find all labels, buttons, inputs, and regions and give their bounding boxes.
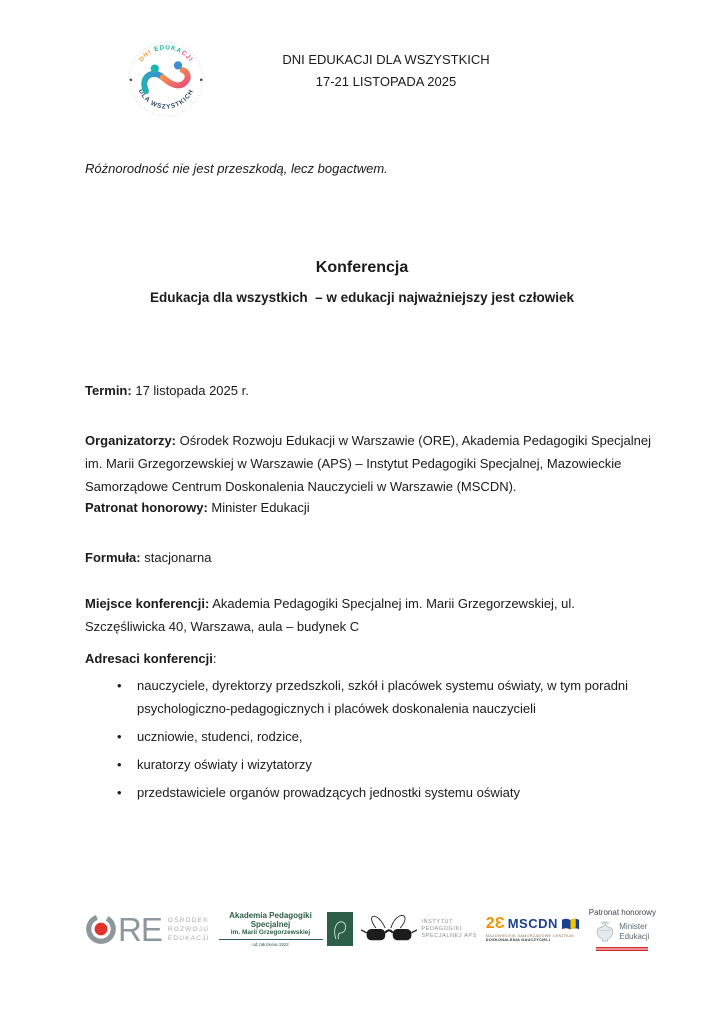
mscdn-caption-line2: DOSKONALENIA NAUCZYCIELI xyxy=(485,938,551,942)
seal-left-dot xyxy=(130,79,133,82)
header-line2: 17-21 LISTOPADA 2025 xyxy=(315,74,457,89)
list-item xyxy=(115,753,645,776)
field-organizatorzy xyxy=(85,429,657,498)
seal-arc-top-text: DNIEDUKACJI xyxy=(137,44,195,64)
field-label: Patronat honorowy: xyxy=(85,500,208,515)
bullet-icon: • xyxy=(117,785,122,800)
footer-logos xyxy=(84,893,656,965)
list-item-text: przedstawiciele organów prowadzących jednostki systemu oświaty xyxy=(137,785,520,800)
list-item-text: uczniowie, studenci, rodzice, xyxy=(137,729,303,744)
ore-letters: RE xyxy=(118,910,162,948)
conference-subtitle: Edukacja dla wszystkich – w edukacji najważniejszy jest człowiek xyxy=(150,290,574,305)
ore-wordmark xyxy=(84,912,162,946)
header-line1: DNI EDUKACJI DLA WSZYSTKICH xyxy=(282,52,490,67)
audience-list xyxy=(115,674,645,809)
ore-logo xyxy=(84,912,210,946)
mscdn-anniversary: 2Ɛ xyxy=(485,915,505,932)
motto-text: Różnorodność nie jest przeszkodą, lecz bogactwem. xyxy=(85,161,388,176)
patronat-name: Minister Edukacji xyxy=(619,922,650,941)
field-value: 17 listopada 2025 r. xyxy=(135,383,249,398)
field-formula xyxy=(85,546,657,569)
ips-caption: INSTYTUT PEDAGOGIKI SPECJALNEJ APS xyxy=(421,918,477,939)
field-patronat xyxy=(85,496,657,519)
seal-head-right xyxy=(174,61,182,69)
field-value: Minister Edukacji xyxy=(211,500,310,515)
bullet-icon: • xyxy=(117,729,122,744)
mscdn-logo xyxy=(486,916,580,942)
bullet-icon: • xyxy=(117,757,122,772)
seal-arc-bottom-text: DLA WSZYSTKICH xyxy=(136,88,196,111)
list-item-text: nauczyciele, dyrektorzy przedszkoli, szkół i placówek systemu oświaty, w tym poradni psychologiczno-pedagogicznych i placówek doskonalenia nauczycieli xyxy=(137,678,629,716)
field-label: Organizatorzy: xyxy=(85,433,177,448)
conference-title: Konferencja xyxy=(315,259,409,276)
audience-label: Adresaci konferencji xyxy=(85,651,213,666)
list-item xyxy=(115,674,645,720)
aps-caption: Akademia Pedagogiki Specjalnej im. Marii Grzegorzewskiej od założenia 1922 xyxy=(219,911,323,947)
patronat-title: Patronat honorowy xyxy=(588,907,656,917)
book-icon xyxy=(561,917,580,932)
field-label: Miejsce konferencji: xyxy=(85,596,210,611)
patronat-emblem-row xyxy=(595,920,649,944)
list-item-text: kuratorzy oświaty i wizytatorzy xyxy=(137,757,312,772)
glasses-icon xyxy=(361,909,417,949)
list-item xyxy=(115,725,645,748)
field-label: Termin: xyxy=(85,383,132,398)
aps-emblem-icon xyxy=(327,912,353,946)
aps-logo xyxy=(219,911,353,947)
bullet-icon: • xyxy=(117,678,122,693)
field-label: Formuła: xyxy=(85,550,141,565)
patronat-logo xyxy=(589,908,656,951)
field-value: stacjonarna xyxy=(144,550,212,565)
field-value: Akademia Pedagogiki Specjalnej im. Marii Grzegorzewskiej, ul. Szczęśliwicka 40, Warszawa, aula – budynek C xyxy=(85,596,575,634)
ore-o-icon xyxy=(84,912,118,946)
ips-logo xyxy=(361,909,476,949)
ore-caption: OŚRODEK ROZWOJU EDUKACJI xyxy=(167,916,210,942)
document-header xyxy=(236,49,536,93)
seal-figure-right xyxy=(163,70,188,85)
dni-edukacji-seal-icon xyxy=(126,39,206,119)
red-underline xyxy=(596,947,648,951)
seal-head-left xyxy=(151,64,159,72)
list-item xyxy=(115,781,645,804)
field-miejsce xyxy=(85,592,657,638)
mscdn-caption-line1: MAZOWIECKIE SAMORZĄDOWE CENTRUM xyxy=(485,934,574,938)
mscdn-wordmark xyxy=(486,916,580,932)
audience-heading xyxy=(85,651,217,666)
field-termin xyxy=(85,379,657,402)
seal-right-dot xyxy=(200,79,203,82)
audience-colon: : xyxy=(212,651,217,666)
mscdn-acronym: MSCDN xyxy=(507,916,558,931)
eagle-icon xyxy=(595,920,615,944)
field-value: Ośrodek Rozwoju Edukacji w Warszawie (ORE), Akademia Pedagogiki Specjalnej im. Marii Grzegorzewskiej w Warszawie (APS) – Instytut Pedagogiki Specjalnej, Mazowieckie Samorządowe Centrum Doskonalenia Nauczycieli w Warszawie (MSCDN). xyxy=(85,433,651,494)
